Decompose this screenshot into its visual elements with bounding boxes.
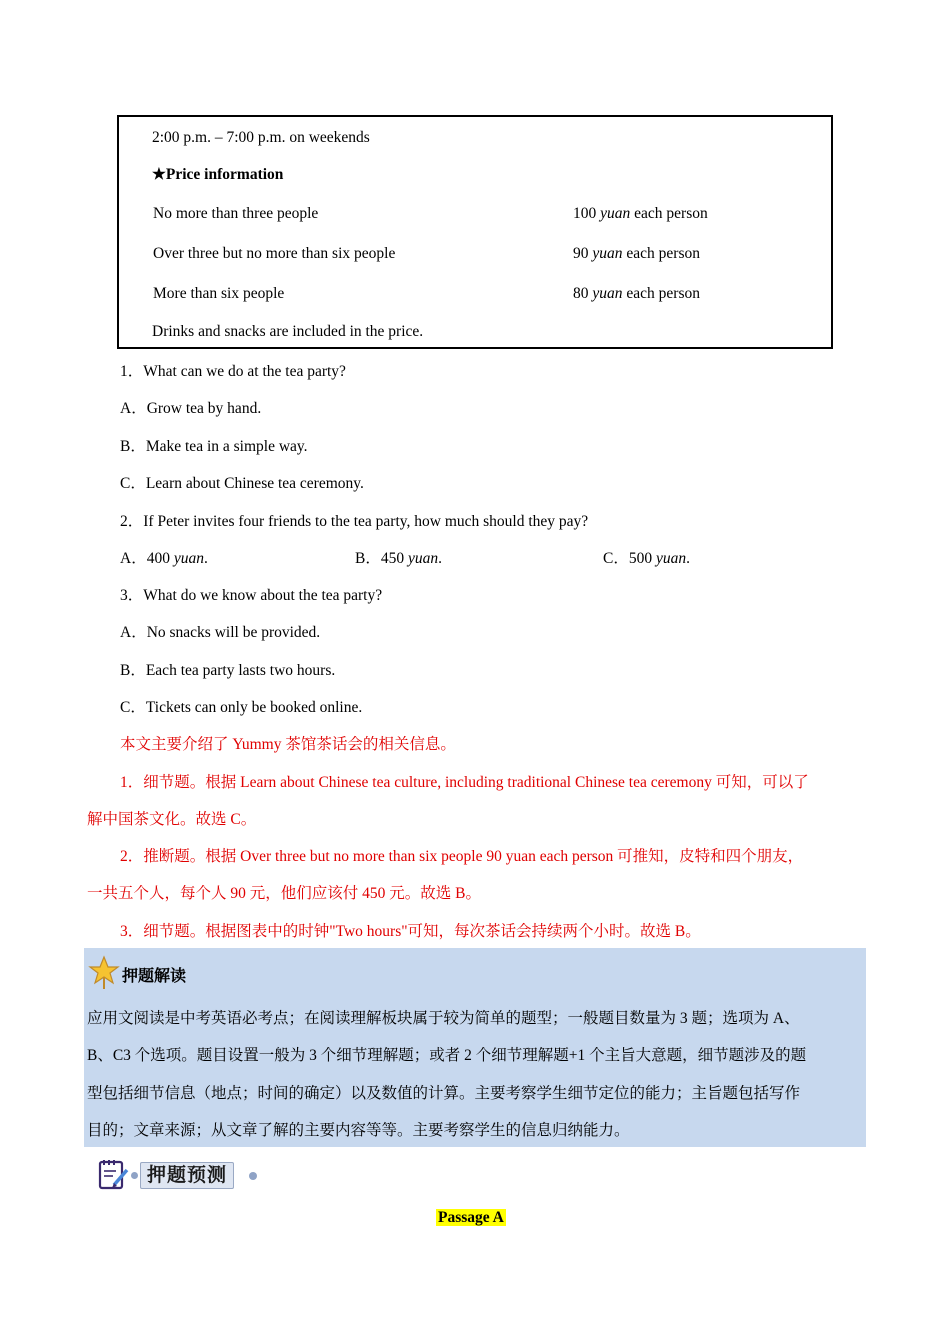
analysis-answer-2-cont: 一共五个人，每个人 90 元，他们应该付 450 元。故选 B。 <box>87 885 481 902</box>
question-option: B．Make tea in a simple way. <box>120 438 308 455</box>
question-option: A．Grow tea by hand. <box>120 400 262 417</box>
price-info-box <box>117 115 833 349</box>
panel-text-line: 应用文阅读是中考英语必考点；在阅读理解板块属于较为简单的题型；一般题目数量为 3 题；选项为 A、 <box>87 1010 800 1027</box>
analysis-answer-2: 2．推断题。根据 Over three but no more than six people 90 yuan each person 可推知，皮特和四个朋友， <box>120 848 804 865</box>
bullet-dot <box>131 1172 138 1179</box>
panel-text-line: 型包括细节信息（地点；时间的确定）以及数值的计算。主要考察学生细节定位的能力；主旨题包括写作 <box>87 1085 801 1102</box>
star-icon <box>88 955 120 991</box>
question-option: C．Learn about Chinese tea ceremony. <box>120 475 364 492</box>
price-row-group: No more than three people <box>153 205 319 222</box>
price-row-price: 80 yuan each person <box>573 285 700 302</box>
analysis-answer-3: 3．细节题。根据图表中的时钟"Two hours"可知，每次茶话会持续两个小时。故选 B。 <box>120 923 701 940</box>
forecast-banner <box>140 1160 234 1187</box>
panel-title: 押题解读 <box>122 968 187 985</box>
panel-text-line: 目的；文章来源；从文章了解的主要内容等等。主要考察学生的信息归纳能力。 <box>87 1122 630 1139</box>
question-option: C．500 yuan. <box>603 550 690 567</box>
question-option: A．No snacks will be provided. <box>120 624 321 641</box>
analysis-answer-1-cont: 解中国茶文化。故选 C。 <box>87 811 257 828</box>
analysis-answer-1: 1．细节题。根据 Learn about Chinese tea culture, including traditional Chinese tea ceremony 可知，可以了 <box>120 774 809 791</box>
price-row-group: Over three but no more than six people <box>153 245 396 262</box>
question-stem: 2．If Peter invites four friends to the tea party, how much should they pay? <box>120 513 589 530</box>
question-stem: 3．What do we know about the tea party? <box>120 587 383 604</box>
price-row-price: 90 yuan each person <box>573 245 700 262</box>
bullet-dot <box>249 1172 257 1180</box>
price-heading: ★Price information <box>152 166 284 183</box>
question-option: B．Each tea party lasts two hours. <box>120 662 336 679</box>
analysis-summary: 本文主要介绍了 Yummy 茶馆茶话会的相关信息。 <box>120 736 456 753</box>
question-option: B．450 yuan. <box>355 550 442 567</box>
price-row-price: 100 yuan each person <box>573 205 708 222</box>
panel-text-line: B、C3 个选项。题目设置一般为 3 个细节理解题；或者 2 个细节理解题+1 个主旨大意题，细节题涉及的题 <box>87 1047 807 1064</box>
notepad-pen-icon <box>97 1157 131 1191</box>
hours-text: 2:00 p.m. – 7:00 p.m. on weekends <box>152 129 370 146</box>
price-row-group: More than six people <box>153 285 285 302</box>
question-stem: 1．What can we do at the tea party? <box>120 363 346 380</box>
passage-title: Passage A <box>438 1209 504 1226</box>
question-option: A．400 yuan. <box>120 550 208 567</box>
banner-title: 押题预测 <box>140 1162 234 1189</box>
price-note: Drinks and snacks are included in the price. <box>152 323 424 340</box>
question-option: C．Tickets can only be booked online. <box>120 699 363 716</box>
